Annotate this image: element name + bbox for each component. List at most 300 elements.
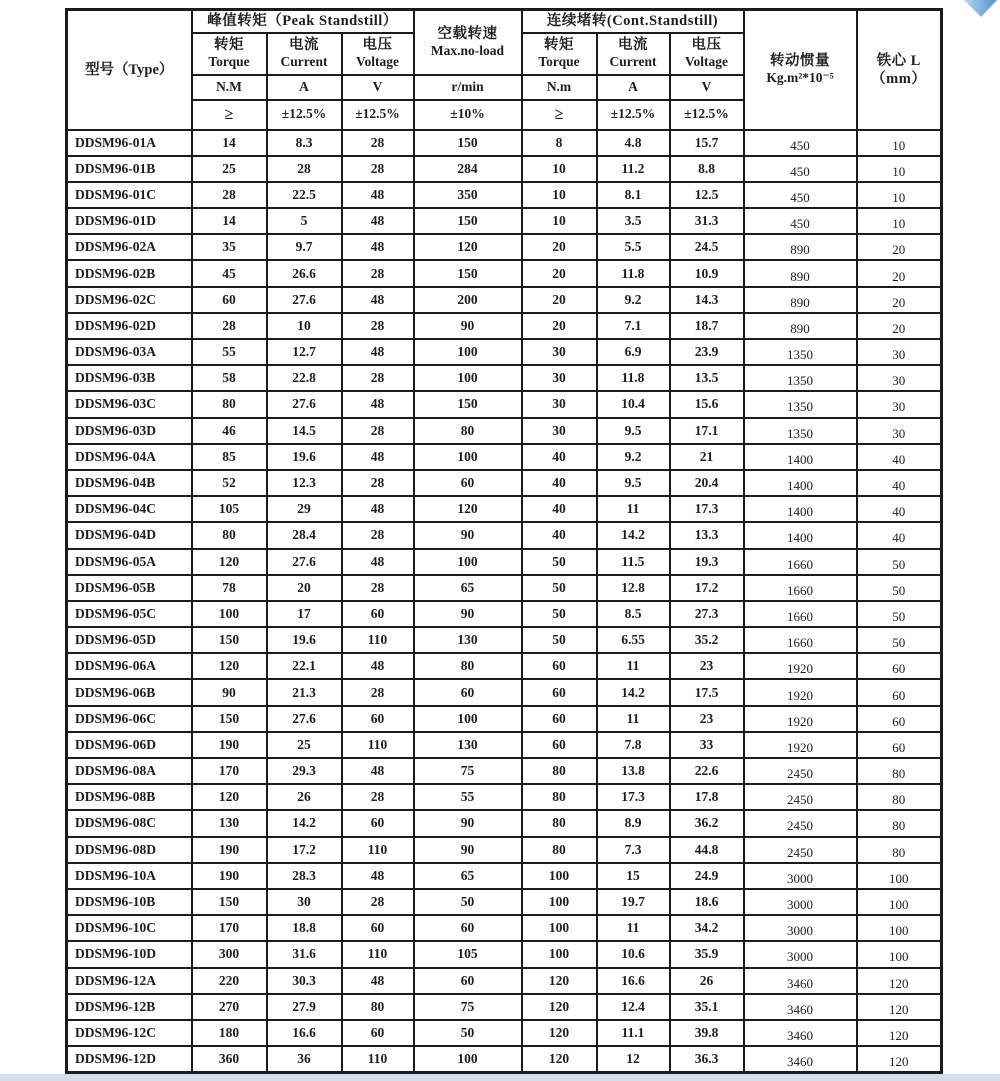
- value-cell: 40: [522, 496, 597, 522]
- value-cell: 28: [192, 182, 267, 208]
- table-row: [67, 339, 942, 365]
- value-cell: 120: [522, 1020, 597, 1046]
- value-cell: 48: [342, 444, 414, 470]
- value-cell: 65: [414, 863, 522, 889]
- value-cell: 46: [192, 418, 267, 444]
- model-cell: DDSM96-08A: [67, 758, 192, 784]
- model-cell: DDSM96-02B: [67, 260, 192, 286]
- value-cell: 200: [414, 287, 522, 313]
- value-cell: 17.8: [670, 784, 744, 810]
- value-cell: 40: [522, 470, 597, 496]
- value-cell: 100: [522, 863, 597, 889]
- table-row: [67, 130, 942, 156]
- value-cell: 16.6: [267, 1020, 342, 1046]
- tol-noload: ±10%: [414, 100, 522, 130]
- value-cell: 110: [342, 627, 414, 653]
- model-cell: DDSM96-06C: [67, 706, 192, 732]
- value-cell: 48: [342, 287, 414, 313]
- model-cell: DDSM96-10C: [67, 915, 192, 941]
- value-cell: 1400: [744, 522, 857, 548]
- voltage-en-label: Voltage: [685, 54, 728, 70]
- peak-voltage-header: [342, 33, 414, 75]
- value-cell: 170: [192, 915, 267, 941]
- value-cell: 3000: [744, 941, 857, 967]
- value-cell: 20: [857, 287, 942, 313]
- value-cell: 48: [342, 339, 414, 365]
- value-cell: 17: [267, 601, 342, 627]
- value-cell: 350: [414, 182, 522, 208]
- value-cell: 14.2: [267, 810, 342, 836]
- value-cell: 14: [192, 208, 267, 234]
- cont-group-label: 连续堵转(Cont.Standstill): [546, 13, 719, 30]
- value-cell: 100: [857, 889, 942, 915]
- value-cell: 48: [342, 496, 414, 522]
- table-row: [67, 444, 942, 470]
- value-cell: 6.55: [597, 627, 670, 653]
- tol-cont-voltage: ±12.5%: [670, 100, 744, 130]
- table-row: [67, 208, 942, 234]
- value-cell: 100: [522, 915, 597, 941]
- value-cell: 40: [522, 522, 597, 548]
- value-cell: 100: [522, 889, 597, 915]
- value-cell: 11.5: [597, 549, 670, 575]
- value-cell: 27.6: [267, 706, 342, 732]
- value-cell: 50: [857, 575, 942, 601]
- model-cell: DDSM96-03D: [67, 418, 192, 444]
- type-label: 型号（Type）: [85, 61, 174, 78]
- unit-cont-torque: N.m: [522, 75, 597, 100]
- model-cell: DDSM96-01A: [67, 130, 192, 156]
- value-cell: 20: [522, 234, 597, 260]
- value-cell: 13.8: [597, 758, 670, 784]
- value-cell: 2450: [744, 837, 857, 863]
- value-cell: 150: [192, 889, 267, 915]
- value-cell: 18.8: [267, 915, 342, 941]
- value-cell: 10: [857, 182, 942, 208]
- value-cell: 100: [522, 941, 597, 967]
- value-cell: 150: [414, 260, 522, 286]
- table-row: [67, 601, 942, 627]
- table-row: [67, 418, 942, 444]
- value-cell: 27.6: [267, 549, 342, 575]
- value-cell: 28: [342, 156, 414, 182]
- value-cell: 30.3: [267, 968, 342, 994]
- value-cell: 11: [597, 653, 670, 679]
- value-cell: 12.4: [597, 994, 670, 1020]
- cont-voltage-header: [670, 33, 744, 75]
- value-cell: 24.5: [670, 234, 744, 260]
- value-cell: 26.6: [267, 260, 342, 286]
- value-cell: 60: [414, 679, 522, 705]
- value-cell: 20: [857, 260, 942, 286]
- value-cell: 48: [342, 391, 414, 417]
- value-cell: 10: [522, 182, 597, 208]
- value-cell: 10.6: [597, 941, 670, 967]
- value-cell: 100: [857, 941, 942, 967]
- value-cell: 78: [192, 575, 267, 601]
- table-row: [67, 810, 942, 836]
- value-cell: 9.2: [597, 287, 670, 313]
- table-row: [67, 889, 942, 915]
- table-row: [67, 156, 942, 182]
- value-cell: 12.5: [670, 182, 744, 208]
- model-cell: DDSM96-05C: [67, 601, 192, 627]
- value-cell: 11.2: [597, 156, 670, 182]
- model-cell: DDSM96-04A: [67, 444, 192, 470]
- value-cell: 10: [522, 208, 597, 234]
- value-cell: 20: [522, 313, 597, 339]
- value-cell: 7.3: [597, 837, 670, 863]
- value-cell: 14.2: [597, 679, 670, 705]
- value-cell: 80: [522, 837, 597, 863]
- value-cell: 23: [670, 706, 744, 732]
- tol-peak-current: ±12.5%: [267, 100, 342, 130]
- value-cell: 60: [414, 470, 522, 496]
- value-cell: 19.6: [267, 444, 342, 470]
- value-cell: 450: [744, 156, 857, 182]
- model-cell: DDSM96-02C: [67, 287, 192, 313]
- value-cell: 130: [414, 627, 522, 653]
- value-cell: 120: [192, 549, 267, 575]
- model-cell: DDSM96-12A: [67, 968, 192, 994]
- value-cell: 13.3: [670, 522, 744, 548]
- value-cell: 17.2: [670, 575, 744, 601]
- value-cell: 27.6: [267, 391, 342, 417]
- value-cell: 12.3: [267, 470, 342, 496]
- value-cell: 1920: [744, 653, 857, 679]
- value-cell: 60: [414, 968, 522, 994]
- torque-cn-label: 转矩: [544, 37, 574, 53]
- unit-noload: r/min: [414, 75, 522, 100]
- tol-cont-current: ±12.5%: [597, 100, 670, 130]
- core-cn-label: 铁心 L: [876, 52, 921, 69]
- value-cell: 28: [342, 784, 414, 810]
- cont-torque-header: [522, 33, 597, 75]
- value-cell: 105: [192, 496, 267, 522]
- value-cell: 27.3: [670, 601, 744, 627]
- unit-peak-torque: N.M: [192, 75, 267, 100]
- value-cell: 10: [857, 130, 942, 156]
- value-cell: 2450: [744, 810, 857, 836]
- value-cell: 10: [857, 208, 942, 234]
- value-cell: 55: [192, 339, 267, 365]
- value-cell: 65: [414, 575, 522, 601]
- value-cell: 14.5: [267, 418, 342, 444]
- voltage-cn-label: 电压: [691, 37, 722, 53]
- value-cell: 110: [342, 837, 414, 863]
- value-cell: 48: [342, 208, 414, 234]
- value-cell: 28: [342, 365, 414, 391]
- value-cell: 170: [192, 758, 267, 784]
- cont-current-header: [597, 33, 670, 75]
- value-cell: 11.8: [597, 365, 670, 391]
- value-cell: 30: [522, 339, 597, 365]
- value-cell: 20: [857, 234, 942, 260]
- model-cell: DDSM96-04C: [67, 496, 192, 522]
- model-cell: DDSM96-01D: [67, 208, 192, 234]
- model-cell: DDSM96-10A: [67, 863, 192, 889]
- value-cell: 30: [857, 339, 942, 365]
- bottom-strip: [0, 1074, 1000, 1081]
- model-cell: DDSM96-04D: [67, 522, 192, 548]
- value-cell: 120: [857, 1020, 942, 1046]
- model-cell: DDSM96-01B: [67, 156, 192, 182]
- table-row: [67, 837, 942, 863]
- value-cell: 16.6: [597, 968, 670, 994]
- value-cell: 10.9: [670, 260, 744, 286]
- value-cell: 7.8: [597, 732, 670, 758]
- torque-cn-label: 转矩: [214, 37, 244, 53]
- noload-en-label: Max.no-load: [430, 42, 505, 58]
- value-cell: 22.5: [267, 182, 342, 208]
- value-cell: 220: [192, 968, 267, 994]
- value-cell: 120: [522, 968, 597, 994]
- value-cell: 27.9: [267, 994, 342, 1020]
- value-cell: 28: [342, 575, 414, 601]
- value-cell: 2450: [744, 784, 857, 810]
- value-cell: 18.6: [670, 889, 744, 915]
- value-cell: 80: [857, 758, 942, 784]
- value-cell: 890: [744, 287, 857, 313]
- value-cell: 20: [522, 287, 597, 313]
- value-cell: 8.9: [597, 810, 670, 836]
- model-cell: DDSM96-01C: [67, 182, 192, 208]
- value-cell: 12.8: [597, 575, 670, 601]
- value-cell: 20: [267, 575, 342, 601]
- value-cell: 120: [414, 496, 522, 522]
- value-cell: 11.1: [597, 1020, 670, 1046]
- value-cell: 27.6: [267, 287, 342, 313]
- value-cell: 14: [192, 130, 267, 156]
- value-cell: 35.1: [670, 994, 744, 1020]
- value-cell: 150: [414, 130, 522, 156]
- value-cell: 48: [342, 234, 414, 260]
- voltage-en-label: Voltage: [356, 54, 399, 70]
- value-cell: 12.7: [267, 339, 342, 365]
- value-cell: 110: [342, 732, 414, 758]
- value-cell: 190: [192, 863, 267, 889]
- table-header: [67, 10, 942, 130]
- table-row: [67, 365, 942, 391]
- value-cell: 60: [522, 679, 597, 705]
- value-cell: 11.8: [597, 260, 670, 286]
- table-row: [67, 706, 942, 732]
- value-cell: 40: [522, 444, 597, 470]
- value-cell: 80: [192, 391, 267, 417]
- value-cell: 450: [744, 130, 857, 156]
- value-cell: 360: [192, 1046, 267, 1072]
- unit-cont-voltage: V: [670, 75, 744, 100]
- value-cell: 1350: [744, 365, 857, 391]
- model-cell: DDSM96-12D: [67, 1046, 192, 1072]
- value-cell: 300: [192, 941, 267, 967]
- value-cell: 48: [342, 549, 414, 575]
- value-cell: 150: [414, 208, 522, 234]
- value-cell: 890: [744, 234, 857, 260]
- value-cell: 28: [342, 889, 414, 915]
- value-cell: 50: [522, 601, 597, 627]
- value-cell: 8.5: [597, 601, 670, 627]
- value-cell: 17.3: [597, 784, 670, 810]
- table-row: [67, 575, 942, 601]
- value-cell: 11: [597, 915, 670, 941]
- value-cell: 28: [192, 313, 267, 339]
- model-cell: DDSM96-03B: [67, 365, 192, 391]
- value-cell: 3000: [744, 863, 857, 889]
- value-cell: 1400: [744, 444, 857, 470]
- tol-peak-torque: ≥: [192, 100, 267, 130]
- value-cell: 130: [192, 810, 267, 836]
- table-row: [67, 260, 942, 286]
- value-cell: 150: [192, 706, 267, 732]
- value-cell: 26: [267, 784, 342, 810]
- value-cell: 9.2: [597, 444, 670, 470]
- value-cell: 284: [414, 156, 522, 182]
- model-cell: DDSM96-10B: [67, 889, 192, 915]
- value-cell: 3460: [744, 994, 857, 1020]
- value-cell: 1920: [744, 679, 857, 705]
- value-cell: 44.8: [670, 837, 744, 863]
- value-cell: 33: [670, 732, 744, 758]
- model-cell: DDSM96-03A: [67, 339, 192, 365]
- value-cell: 75: [414, 994, 522, 1020]
- value-cell: 48: [342, 182, 414, 208]
- value-cell: 10: [857, 156, 942, 182]
- value-cell: 28.4: [267, 522, 342, 548]
- table-row: [67, 915, 942, 941]
- value-cell: 31.6: [267, 941, 342, 967]
- header-group-row: [67, 10, 942, 33]
- motor-spec-table: [65, 8, 943, 1074]
- model-cell: DDSM96-08C: [67, 810, 192, 836]
- table-row: [67, 679, 942, 705]
- value-cell: 20: [857, 313, 942, 339]
- value-cell: 80: [192, 522, 267, 548]
- inertia-column-header: [744, 10, 857, 130]
- peak-torque-header: [192, 33, 267, 75]
- value-cell: 39.8: [670, 1020, 744, 1046]
- value-cell: 28: [342, 522, 414, 548]
- value-cell: 1350: [744, 418, 857, 444]
- value-cell: 35.9: [670, 941, 744, 967]
- value-cell: 17.3: [670, 496, 744, 522]
- value-cell: 50: [522, 549, 597, 575]
- value-cell: 4.8: [597, 130, 670, 156]
- value-cell: 100: [414, 549, 522, 575]
- value-cell: 80: [522, 810, 597, 836]
- value-cell: 3460: [744, 1046, 857, 1072]
- value-cell: 36.2: [670, 810, 744, 836]
- value-cell: 22.8: [267, 365, 342, 391]
- model-cell: DDSM96-06A: [67, 653, 192, 679]
- value-cell: 28: [342, 418, 414, 444]
- value-cell: 15: [597, 863, 670, 889]
- value-cell: 450: [744, 208, 857, 234]
- value-cell: 29.3: [267, 758, 342, 784]
- value-cell: 50: [522, 627, 597, 653]
- value-cell: 24.9: [670, 863, 744, 889]
- value-cell: 48: [342, 968, 414, 994]
- value-cell: 60: [522, 732, 597, 758]
- value-cell: 60: [342, 706, 414, 732]
- value-cell: 1350: [744, 339, 857, 365]
- peak-current-header: [267, 33, 342, 75]
- value-cell: 20: [522, 260, 597, 286]
- value-cell: 55: [414, 784, 522, 810]
- value-cell: 40: [857, 470, 942, 496]
- value-cell: 60: [342, 601, 414, 627]
- value-cell: 110: [342, 941, 414, 967]
- value-cell: 3000: [744, 915, 857, 941]
- value-cell: 80: [522, 784, 597, 810]
- value-cell: 100: [857, 863, 942, 889]
- table-row: [67, 994, 942, 1020]
- peak-standstill-group-header: [192, 10, 414, 33]
- table-row: [67, 391, 942, 417]
- value-cell: 36.3: [670, 1046, 744, 1072]
- value-cell: 11: [597, 706, 670, 732]
- value-cell: 80: [522, 758, 597, 784]
- value-cell: 23: [670, 653, 744, 679]
- value-cell: 80: [414, 653, 522, 679]
- torque-en-label: Torque: [208, 54, 250, 70]
- value-cell: 50: [857, 549, 942, 575]
- value-cell: 7.1: [597, 313, 670, 339]
- value-cell: 35.2: [670, 627, 744, 653]
- value-cell: 150: [192, 627, 267, 653]
- value-cell: 30: [857, 391, 942, 417]
- core-length-column-header: [857, 10, 942, 130]
- table-row: [67, 522, 942, 548]
- value-cell: 100: [192, 601, 267, 627]
- value-cell: 17.1: [670, 418, 744, 444]
- value-cell: 11: [597, 496, 670, 522]
- value-cell: 26: [670, 968, 744, 994]
- core-unit-label: （mm）: [871, 70, 927, 87]
- value-cell: 8.1: [597, 182, 670, 208]
- table-row: [67, 653, 942, 679]
- inertia-unit-label: Kg.m²*10⁻⁵: [766, 70, 834, 86]
- value-cell: 50: [414, 889, 522, 915]
- value-cell: 48: [342, 653, 414, 679]
- value-cell: 1660: [744, 549, 857, 575]
- value-cell: 60: [522, 653, 597, 679]
- value-cell: 1350: [744, 391, 857, 417]
- peak-group-label: 峰值转矩（Peak Standstill）: [207, 13, 398, 30]
- table-row: [67, 941, 942, 967]
- value-cell: 8.8: [670, 156, 744, 182]
- value-cell: 80: [857, 810, 942, 836]
- value-cell: 80: [342, 994, 414, 1020]
- value-cell: 890: [744, 313, 857, 339]
- value-cell: 120: [857, 1046, 942, 1072]
- table-row: [67, 313, 942, 339]
- table-row: [67, 549, 942, 575]
- value-cell: 60: [857, 679, 942, 705]
- value-cell: 1660: [744, 601, 857, 627]
- value-cell: 40: [857, 444, 942, 470]
- table-row: [67, 1020, 942, 1046]
- model-cell: DDSM96-02D: [67, 313, 192, 339]
- value-cell: 31.3: [670, 208, 744, 234]
- voltage-cn-label: 电压: [362, 37, 393, 53]
- value-cell: 1660: [744, 627, 857, 653]
- value-cell: 30: [522, 365, 597, 391]
- value-cell: 50: [414, 1020, 522, 1046]
- value-cell: 28: [342, 679, 414, 705]
- model-cell: DDSM96-04B: [67, 470, 192, 496]
- model-cell: DDSM96-05B: [67, 575, 192, 601]
